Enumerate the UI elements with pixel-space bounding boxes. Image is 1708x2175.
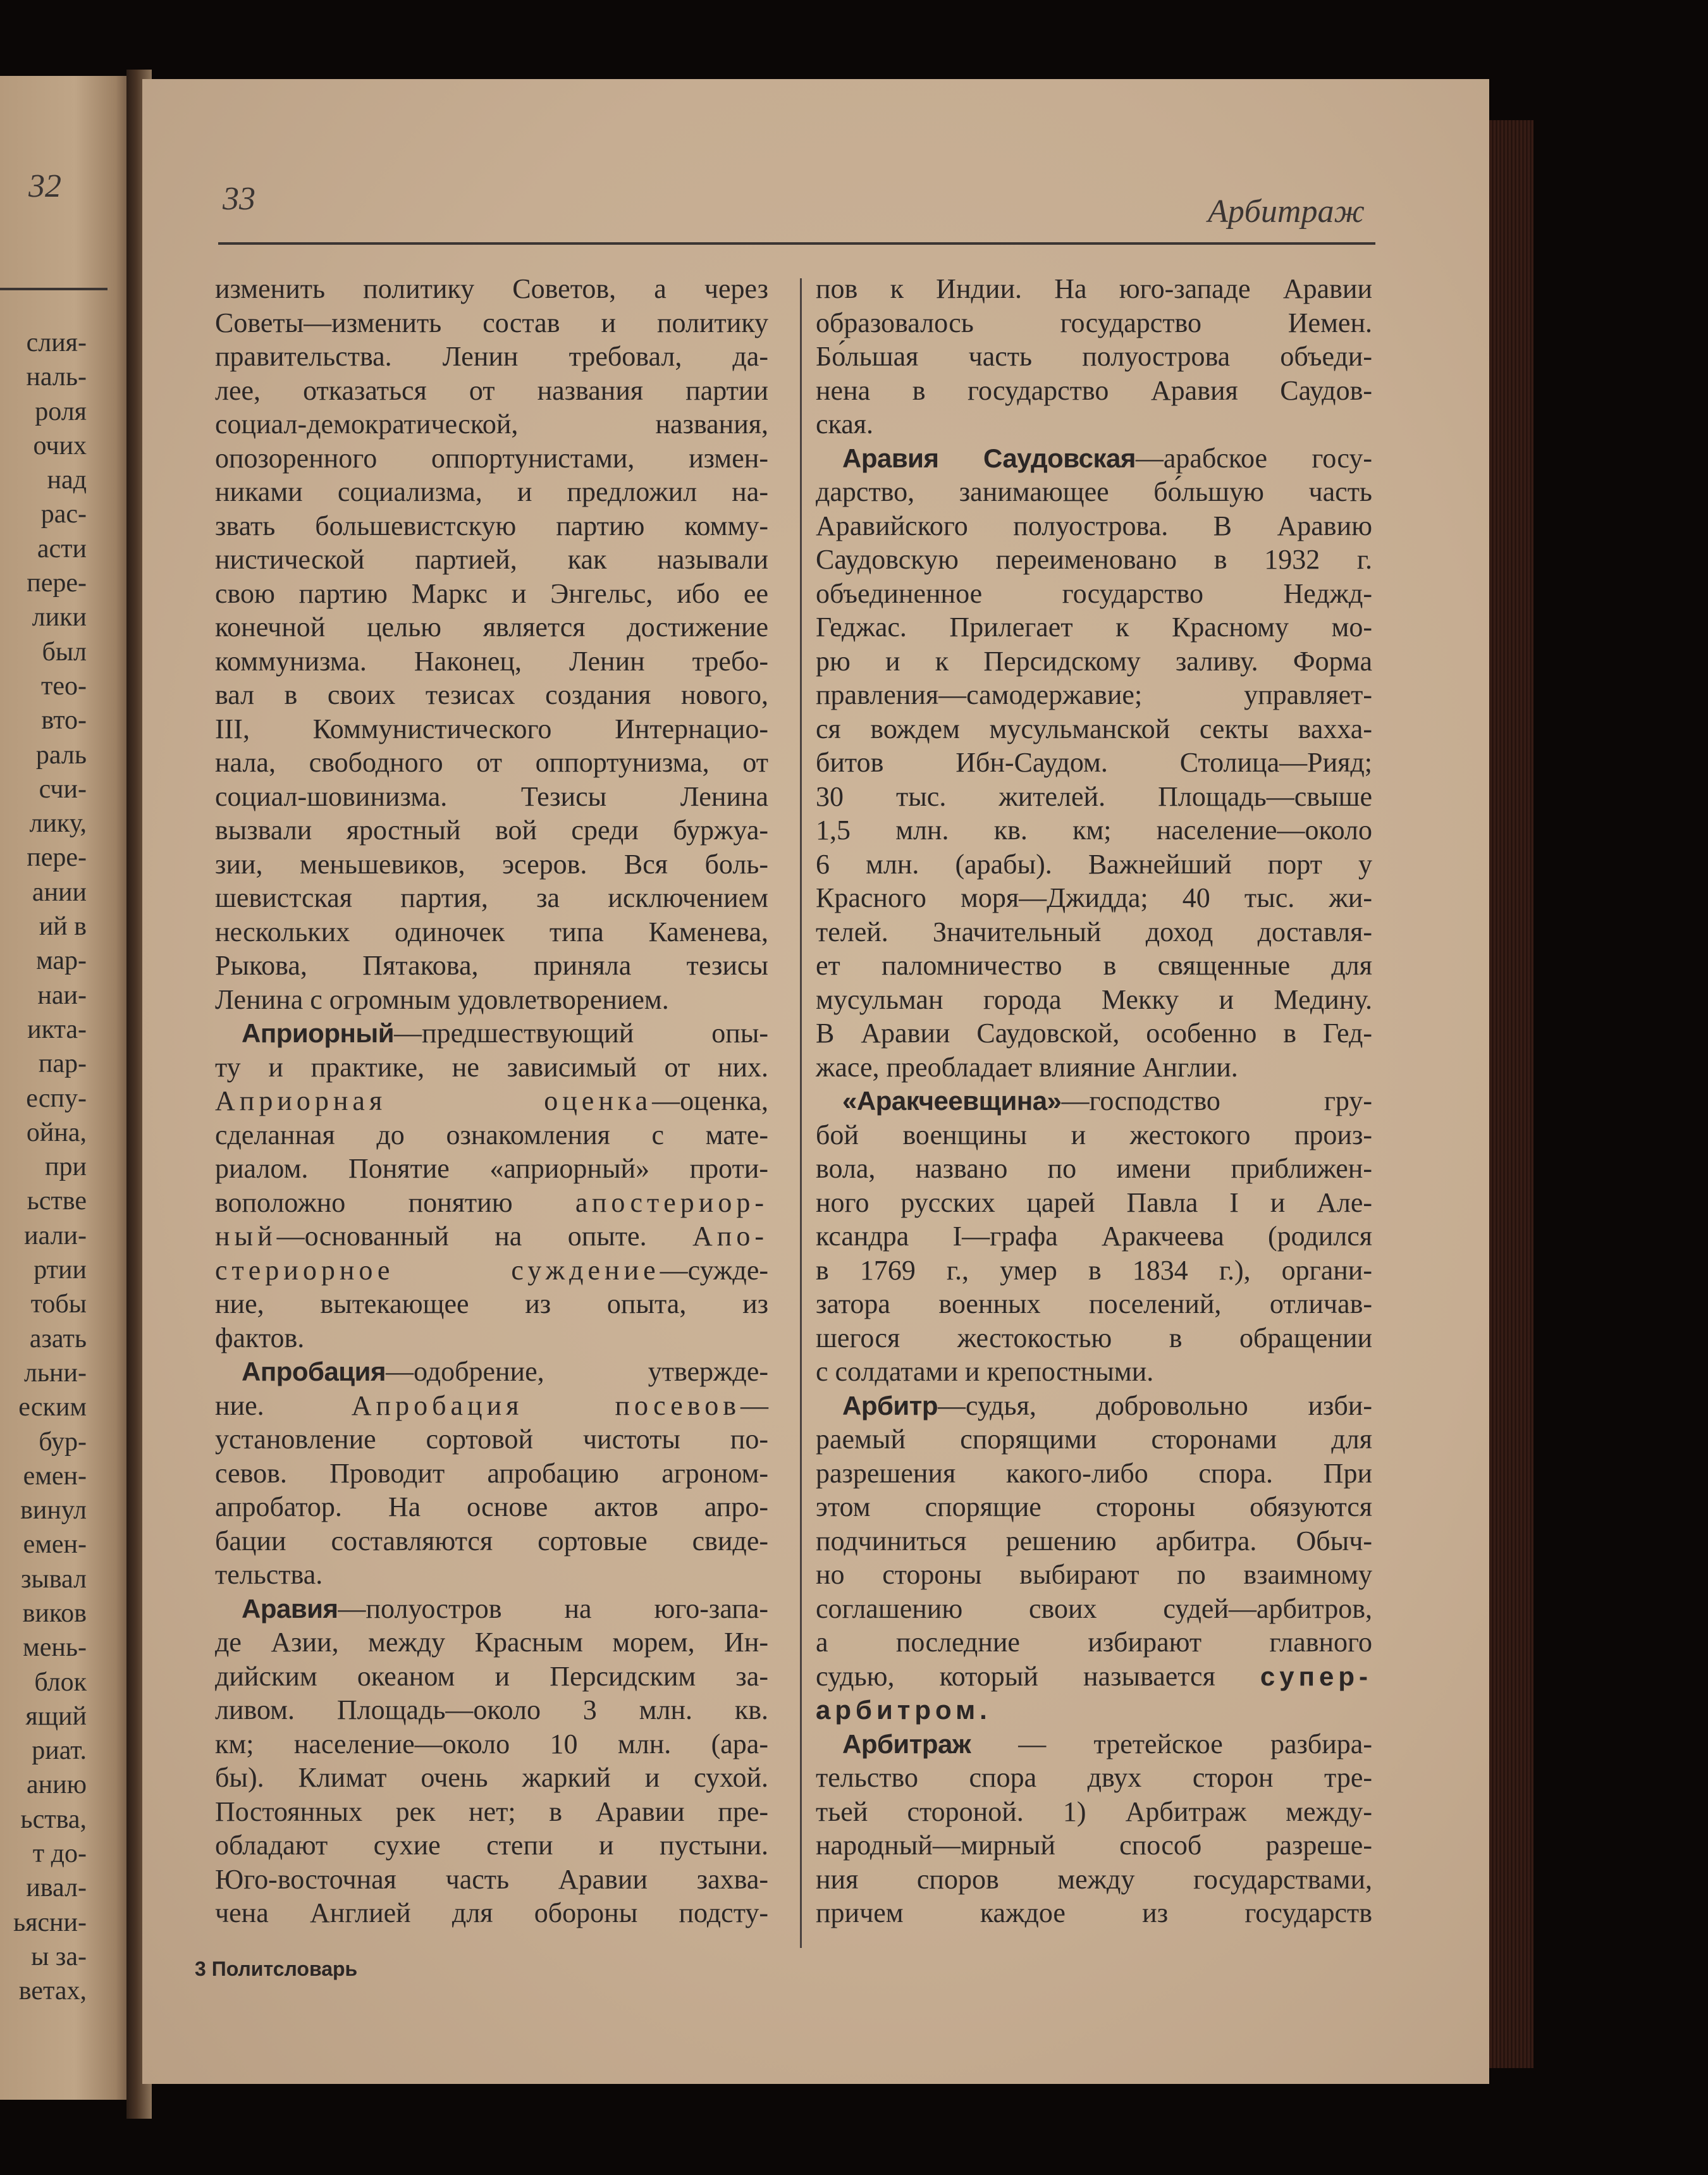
- text-line: нала, свободного от оппортунизма, от: [215, 747, 768, 778]
- previous-page-line-fragment: мар-: [36, 946, 87, 976]
- entry-term: Апробация: [242, 1357, 386, 1386]
- text-line: ние, вытекающее из опыта, из: [215, 1288, 768, 1319]
- text-line: нистической партией, как называли: [215, 544, 768, 575]
- text-line: правительства. Ленин требовал, да-: [215, 341, 768, 372]
- text-line: никами социализма, и предложил на-: [215, 476, 768, 507]
- text-line: ская.: [816, 409, 874, 440]
- text-line: Юго-восточная часть Аравии захва-: [215, 1863, 768, 1895]
- previous-page-line-fragment: асти: [37, 534, 87, 564]
- previous-page-line-fragment: пере-: [27, 569, 87, 598]
- text-line: В Аравии Саудовской, особенно в Гед-: [816, 1018, 1372, 1049]
- text-line: дарство, занимающее бо́льшую часть: [816, 476, 1372, 507]
- entry-term: Аравия Саудовская: [842, 443, 1136, 473]
- text-line: телей. Значительный доход доставля-: [816, 916, 1372, 947]
- previous-page-line-fragment: наи-: [37, 980, 87, 1010]
- previous-page-line-fragment: был: [42, 637, 87, 667]
- text-line: ный—основанный на опыте. Апо-: [215, 1221, 768, 1252]
- text-line: звать большевистскую партию комму-: [215, 510, 768, 541]
- previous-page-line-fragment: еским: [18, 1393, 87, 1422]
- text-line: ся вождем мусульманской секты вахха-: [816, 713, 1372, 744]
- entry-term: Априорный: [242, 1018, 395, 1048]
- text-line: свою партию Маркс и Энгельс, ибо ее: [215, 577, 768, 609]
- previous-page-line-fragment: еспу-: [26, 1083, 87, 1113]
- text-line: конечной целью является достижение: [215, 612, 768, 643]
- previous-page-line-fragment: блок: [34, 1667, 87, 1697]
- previous-page-line-fragment: при: [45, 1152, 87, 1182]
- text-line: апробатор. На основе актов апро-: [215, 1491, 768, 1522]
- text-line: ксандра I—графа Аракчеева (родился: [816, 1221, 1372, 1252]
- text-line: севов. Проводит апробацию агроном-: [215, 1457, 768, 1489]
- text-line: Геджас. Прилегает к Красному мо-: [816, 612, 1372, 643]
- text-line: км; население—около 10 млн. (ара-: [215, 1728, 768, 1759]
- text-line: жасе, преобладает влияние Англии.: [816, 1051, 1238, 1083]
- previous-page-line-fragment: вто-: [41, 706, 87, 736]
- text-line: народный—мирный способ разреше-: [816, 1830, 1372, 1861]
- column-divider: [800, 278, 802, 1948]
- text-line: объединенное государство Неджд-: [816, 577, 1372, 609]
- text-line: разрешения какого-либо спора. При: [816, 1457, 1372, 1489]
- previous-page-line-fragment: над: [47, 465, 87, 495]
- previous-page-header-rule: [0, 288, 108, 290]
- text-line: правления—самодержавие; управляет-: [816, 679, 1372, 710]
- previous-page-number: 32: [28, 168, 61, 204]
- page-edge-stack: [1489, 120, 1533, 2068]
- previous-page-line-fragment: лику,: [29, 809, 87, 839]
- text-line: коммунизма. Наконец, Ленин требо-: [215, 645, 768, 677]
- text-line: в 1769 г., умер в 1834 г.), органи-: [816, 1254, 1372, 1286]
- text-line: сделанная до ознакомления с мате-: [215, 1119, 768, 1150]
- previous-page-line-fragment: ьясни-: [13, 1907, 87, 1937]
- text-line: тельство спора двух сторон тре-: [816, 1762, 1372, 1793]
- text-line: пов к Индии. На юго-западе Аравии: [816, 273, 1372, 304]
- text-line: Рыкова, Пятакова, приняла тезисы: [215, 950, 768, 981]
- spaced-term: Апробация посевов: [351, 1389, 740, 1421]
- text-line: Бо́льшая часть полуострова объеди-: [816, 341, 1372, 372]
- text-line: битов Ибн-Саудом. Столица—Рияд;: [816, 747, 1372, 778]
- text-line: Постоянных рек нет; в Аравии пре-: [215, 1796, 768, 1827]
- text-line: воположно понятию апостериор-: [215, 1186, 768, 1218]
- text-line: шевистская партия, за исключением: [215, 882, 768, 913]
- running-head: Арбитраж: [1208, 194, 1365, 230]
- previous-page-line-fragment: ивал-: [26, 1873, 87, 1903]
- text-line: судью, который называется супер-: [816, 1660, 1372, 1692]
- previous-page-line-fragment: риат.: [32, 1736, 87, 1766]
- previous-page-line-fragment: рас-: [40, 500, 87, 529]
- entry-apriornyi: Априорный—предшествующий опы-: [242, 1018, 768, 1049]
- text-line: Советы—изменить состав и политику: [215, 307, 768, 338]
- text-line: но стороны выбирают по взаимному: [816, 1559, 1372, 1590]
- entry-aprobatsiya: Апробация—одобрение, утвержде-: [242, 1356, 768, 1387]
- text-line: социал-демократической, названия,: [215, 409, 768, 440]
- spaced-term: апостериор-: [575, 1186, 768, 1218]
- previous-page-line-fragment: ий в: [39, 912, 87, 942]
- text-line: тьей стороной. 1) Арбитраж между-: [816, 1796, 1372, 1827]
- text-line: ет паломничество в священные для: [816, 950, 1372, 981]
- text-line: фактов.: [215, 1322, 305, 1353]
- text-line: бы). Климат очень жаркий и сухой.: [215, 1762, 768, 1793]
- text-line: ту и практике, не зависимый от них.: [215, 1051, 768, 1083]
- text-line: тельства.: [215, 1559, 323, 1590]
- previous-page-line-fragment: ойна,: [26, 1118, 87, 1147]
- entry-term: Аравия: [242, 1593, 338, 1624]
- text-line: Саудовскую переименовано в 1932 г.: [816, 544, 1372, 575]
- text-line: вызвали яростный вой среди буржуа-: [215, 815, 768, 846]
- entry-arakcheevshchina: «Аракчеевщина»—господство гру-: [842, 1085, 1372, 1116]
- previous-page-line-fragment: винул: [20, 1496, 87, 1525]
- previous-page-line-fragment: т до-: [32, 1839, 87, 1869]
- text-line: ного русских царей Павла I и Але-: [816, 1186, 1372, 1218]
- previous-page-text-fragments: [13, 326, 87, 2009]
- previous-page-line-fragment: бур-: [39, 1427, 87, 1457]
- previous-page-line-fragment: пар-: [38, 1049, 87, 1079]
- left-column: [215, 272, 768, 1930]
- entry-term: «Аракчеевщина»: [842, 1086, 1062, 1116]
- text-line: этом спорящие стороны обязуются: [816, 1491, 1372, 1522]
- text-line: чена Англией для обороны подсту-: [215, 1897, 768, 1928]
- text-line: стериорное суждение—сужде-: [215, 1254, 768, 1286]
- previous-page-line-fragment: слия-: [26, 328, 87, 357]
- text-line: дийским океаном и Персидским за-: [215, 1660, 768, 1692]
- text-line: бации составляются сортовые свиде-: [215, 1525, 768, 1556]
- text-line: лее, отказаться от названия партии: [215, 374, 768, 406]
- previous-page-line-fragment: ртии: [34, 1255, 87, 1285]
- text-line: шегося жестокостью в обращении: [816, 1322, 1372, 1353]
- previous-page-line-fragment: иали-: [24, 1221, 87, 1250]
- text-line: риалом. Понятие «априорный» проти-: [215, 1153, 768, 1184]
- previous-page-line-fragment: очих: [33, 431, 87, 460]
- entry-araviya-saudovskaya: Аравия Саудовская—арабское госу-: [842, 442, 1372, 474]
- previous-page-line-fragment: наль-: [26, 362, 87, 392]
- text-line: с солдатами и крепостными.: [816, 1356, 1154, 1387]
- text-line: 1,5 млн. кв. км; население—около: [816, 815, 1372, 846]
- text-line: рю и к Персидскому заливу. Форма: [816, 645, 1372, 677]
- previous-page-line-fragment: мень-: [23, 1633, 87, 1663]
- text-line: Априорная оценка—оценка,: [215, 1085, 768, 1116]
- page-footer: 3 Политсловарь: [195, 1957, 358, 1980]
- previous-page-line-fragment: ьстве: [27, 1186, 87, 1216]
- previous-page-line-fragment: льни-: [23, 1358, 87, 1388]
- previous-page-line-fragment: виков: [22, 1598, 87, 1628]
- text-line: вола, названо по имени приближен-: [816, 1153, 1372, 1184]
- text-line: Красного моря—Джидда; 40 тыс. жи-: [816, 882, 1372, 913]
- previous-page-line-fragment: икта-: [27, 1014, 87, 1044]
- spaced-term: стериорное суждение: [215, 1254, 660, 1286]
- text-line: ливом. Площадь—около 3 млн. кв.: [215, 1694, 768, 1725]
- page-number: 33: [223, 181, 255, 217]
- text-line: раемый спорящими сторонами для: [816, 1424, 1372, 1455]
- text-line: подчиниться решению арбитра. Обыч-: [816, 1525, 1372, 1556]
- previous-page-sliver: [0, 76, 136, 2100]
- text-line: нена в государство Аравия Саудов-: [816, 374, 1372, 406]
- previous-page-line-fragment: ы за-: [31, 1942, 87, 1971]
- previous-page-line-fragment: азать: [29, 1324, 87, 1353]
- entry-term: Арбитр: [842, 1390, 938, 1420]
- text-line: 30 тыс. жителей. Площадь—свыше: [816, 780, 1372, 812]
- previous-page-line-fragment: емен-: [23, 1461, 87, 1491]
- text-line: ние. Апробация посевов—: [215, 1389, 768, 1421]
- entry-arbitr: Арбитр—судья, добровольно изби-: [842, 1389, 1372, 1421]
- entry-araviya: Аравия—полуостров на юго-запа-: [242, 1593, 768, 1624]
- text-line: установление сортовой чистоты по-: [215, 1424, 768, 1455]
- previous-page-line-fragment: раль: [35, 740, 87, 770]
- text-line: затора военных поселений, отличав-: [816, 1288, 1372, 1319]
- text-line: де Азии, между Красным морем, Ин-: [215, 1627, 768, 1658]
- text-line: причем каждое из государств: [816, 1897, 1372, 1928]
- header-rule: [218, 242, 1375, 245]
- text-line: [816, 1693, 1372, 1727]
- text-line: Ленина с огромным удовлетворением.: [215, 983, 669, 1015]
- text-line: 6 млн. (арабы). Важнейший порт у: [816, 848, 1372, 880]
- text-line: образовалось государство Иемен.: [816, 307, 1372, 338]
- text-line: соглашению своих судей—арбитров,: [816, 1593, 1372, 1624]
- text-line: вал в своих тезисах создания нового,: [215, 679, 768, 710]
- spaced-term: супер-: [1260, 1661, 1372, 1691]
- previous-page-line-fragment: анию: [27, 1770, 87, 1800]
- previous-page-line-fragment: лики: [32, 603, 87, 632]
- entry-term: Арбитраж: [842, 1728, 971, 1759]
- previous-page-line-fragment: ьства,: [20, 1804, 87, 1834]
- text-line: изменить политику Советов, а через: [215, 273, 768, 304]
- entry-arbitrazh: Арбитраж — третейское разбира-: [842, 1728, 1372, 1759]
- text-line: обладают сухие степи и пустыни.: [215, 1830, 768, 1861]
- previous-page-line-fragment: роля: [35, 397, 87, 426]
- previous-page-line-fragment: ящий: [25, 1701, 87, 1731]
- previous-page-line-fragment: емен-: [23, 1530, 87, 1560]
- previous-page-line-fragment: тобы: [30, 1290, 87, 1319]
- previous-page-line-fragment: тео-: [41, 671, 87, 701]
- text-line: Аравийского полуострова. В Аравию: [816, 510, 1372, 541]
- spaced-term: Апо-: [692, 1221, 768, 1252]
- text-line: социал-шовинизма. Тезисы Ленина: [215, 780, 768, 812]
- right-column: [816, 272, 1372, 1930]
- previous-page-line-fragment: ветах,: [18, 1976, 87, 2006]
- spaced-term: ный: [215, 1221, 277, 1252]
- text-line: мусульман города Мекку и Медину.: [816, 983, 1372, 1015]
- previous-page-line-fragment: ании: [32, 877, 87, 907]
- spaced-term: арбитром.: [816, 1695, 992, 1725]
- text-line: нескольких одиночек типа Каменева,: [215, 916, 768, 947]
- text-line: а последние избирают главного: [816, 1627, 1372, 1658]
- previous-page-line-fragment: зывал: [20, 1564, 87, 1594]
- text-line: опозоренного оппортунистами, измен-: [215, 442, 768, 474]
- text-line: III, Коммунистического Интернацио-: [215, 713, 768, 744]
- text-line: зии, меньшевиков, эсеров. Вся боль-: [215, 848, 768, 880]
- text-line: ния споров между государствами,: [816, 1863, 1372, 1895]
- text-line: бой военщины и жестокого произ-: [816, 1119, 1372, 1150]
- previous-page-line-fragment: пере-: [27, 843, 87, 873]
- previous-page-line-fragment: счи-: [39, 774, 87, 804]
- spaced-term: Априорная оценка: [215, 1085, 653, 1116]
